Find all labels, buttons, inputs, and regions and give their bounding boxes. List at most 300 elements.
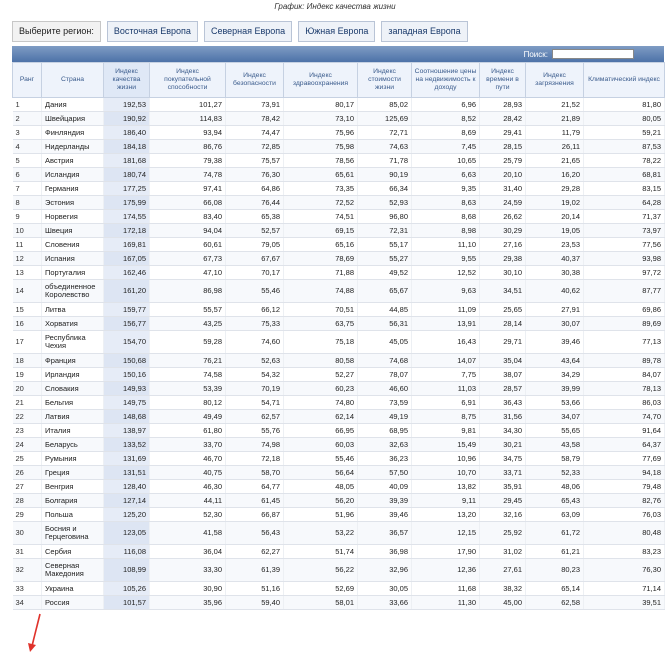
column-header-2[interactable]: Индекс качества жизни: [104, 63, 150, 98]
value-cell: 8,63: [412, 196, 480, 210]
value-cell: 56,22: [284, 559, 358, 582]
value-cell: 150,16: [104, 368, 150, 382]
value-cell: 52,33: [526, 466, 584, 480]
value-cell: 16,20: [526, 168, 584, 182]
value-cell: 9,35: [412, 182, 480, 196]
column-header-9[interactable]: Индекс загрязнения: [526, 63, 584, 98]
value-cell: 30,90: [150, 582, 226, 596]
rank-cell: 15: [13, 303, 42, 317]
table-row[interactable]: [13, 396, 665, 410]
value-cell: 25,65: [480, 303, 526, 317]
value-cell: 74,78: [150, 168, 226, 182]
table-row[interactable]: [13, 382, 665, 396]
rank-cell: 20: [13, 382, 42, 396]
value-cell: 68,81: [584, 168, 665, 182]
table-row[interactable]: [13, 582, 665, 596]
value-cell: 90,19: [358, 168, 412, 182]
value-cell: 62,57: [226, 410, 284, 424]
value-cell: 175,99: [104, 196, 150, 210]
value-cell: 75,57: [226, 154, 284, 168]
value-cell: 10,65: [412, 154, 480, 168]
value-cell: 39,99: [526, 382, 584, 396]
value-cell: 70,51: [284, 303, 358, 317]
search-label: Поиск:: [523, 49, 548, 59]
value-cell: 28,42: [480, 112, 526, 126]
column-header-10[interactable]: Климатический индекс: [584, 63, 665, 98]
value-cell: 72,71: [358, 126, 412, 140]
value-cell: 66,87: [226, 508, 284, 522]
value-cell: 45,05: [358, 331, 412, 354]
country-cell: Финляндия: [42, 126, 104, 140]
value-cell: 28,93: [480, 98, 526, 112]
value-cell: 38,32: [480, 582, 526, 596]
value-cell: 29,38: [480, 252, 526, 266]
country-cell: Греция: [42, 466, 104, 480]
value-cell: 80,05: [584, 112, 665, 126]
value-cell: 30,21: [480, 438, 526, 452]
value-cell: 75,18: [284, 331, 358, 354]
value-cell: 24,59: [480, 196, 526, 210]
value-cell: 63,09: [526, 508, 584, 522]
table-row[interactable]: [13, 126, 665, 140]
value-cell: 39,39: [358, 494, 412, 508]
value-cell: 6,96: [412, 98, 480, 112]
value-cell: 56,64: [284, 466, 358, 480]
column-header-6[interactable]: Индекс стоимости жизни: [358, 63, 412, 98]
value-cell: 12,52: [412, 266, 480, 280]
value-cell: 74,98: [226, 438, 284, 452]
value-cell: 54,32: [226, 368, 284, 382]
country-cell: Словения: [42, 238, 104, 252]
value-cell: 11,09: [412, 303, 480, 317]
value-cell: 86,03: [584, 396, 665, 410]
table-row[interactable]: [13, 596, 665, 610]
value-cell: 89,78: [584, 354, 665, 368]
table-row[interactable]: [13, 368, 665, 382]
table-row[interactable]: [13, 154, 665, 168]
table-row[interactable]: [13, 182, 665, 196]
value-cell: 61,45: [226, 494, 284, 508]
value-cell: 131,51: [104, 466, 150, 480]
value-cell: 27,61: [480, 559, 526, 582]
value-cell: 77,56: [584, 238, 665, 252]
value-cell: 21,89: [526, 112, 584, 126]
value-cell: 6,63: [412, 168, 480, 182]
value-cell: 184,18: [104, 140, 150, 154]
value-cell: 74,70: [584, 410, 665, 424]
value-cell: 53,66: [526, 396, 584, 410]
value-cell: 73,10: [284, 112, 358, 126]
value-cell: 80,23: [526, 559, 584, 582]
value-cell: 71,88: [284, 266, 358, 280]
red-arrow-icon: [26, 612, 46, 652]
value-cell: 48,05: [284, 480, 358, 494]
value-cell: 40,75: [150, 466, 226, 480]
table-row[interactable]: [13, 559, 665, 582]
value-cell: 64,86: [226, 182, 284, 196]
value-cell: 30,38: [526, 266, 584, 280]
value-cell: 65,61: [284, 168, 358, 182]
country-cell: объединенное Королевство: [42, 280, 104, 303]
value-cell: 74,68: [358, 354, 412, 368]
value-cell: 150,68: [104, 354, 150, 368]
value-cell: 72,18: [226, 452, 284, 466]
value-cell: 48,06: [526, 480, 584, 494]
value-cell: 44,85: [358, 303, 412, 317]
rank-cell: 13: [13, 266, 42, 280]
value-cell: 30,10: [480, 266, 526, 280]
value-cell: 138,97: [104, 424, 150, 438]
table-row[interactable]: [13, 112, 665, 126]
column-header-0[interactable]: Ранг: [13, 63, 42, 98]
value-cell: 40,37: [526, 252, 584, 266]
value-cell: 94,04: [150, 224, 226, 238]
table-row[interactable]: [13, 508, 665, 522]
country-cell: Франция: [42, 354, 104, 368]
value-cell: 162,46: [104, 266, 150, 280]
value-cell: 16,43: [412, 331, 480, 354]
value-cell: 156,77: [104, 317, 150, 331]
value-cell: 52,93: [358, 196, 412, 210]
value-cell: 17,90: [412, 545, 480, 559]
value-cell: 125,69: [358, 112, 412, 126]
value-cell: 7,75: [412, 368, 480, 382]
value-cell: 131,69: [104, 452, 150, 466]
value-cell: 8,52: [412, 112, 480, 126]
value-cell: 39,51: [584, 596, 665, 610]
region-selector: [12, 21, 468, 42]
value-cell: 54,71: [226, 396, 284, 410]
rank-cell: 27: [13, 480, 42, 494]
value-cell: 63,75: [284, 317, 358, 331]
value-cell: 78,22: [584, 154, 665, 168]
value-cell: 51,96: [284, 508, 358, 522]
value-cell: 159,77: [104, 303, 150, 317]
value-cell: 108,99: [104, 559, 150, 582]
table-row[interactable]: [13, 303, 665, 317]
value-cell: 71,78: [358, 154, 412, 168]
country-cell: Сербия: [42, 545, 104, 559]
value-cell: 20,10: [480, 168, 526, 182]
rank-cell: 34: [13, 596, 42, 610]
region-button-eastern[interactable]: Восточная Европа: [107, 21, 198, 42]
value-cell: 62,27: [226, 545, 284, 559]
value-cell: 33,71: [480, 466, 526, 480]
value-cell: 75,96: [284, 126, 358, 140]
value-cell: 73,91: [226, 98, 284, 112]
value-cell: 61,72: [526, 522, 584, 545]
country-cell: Эстония: [42, 196, 104, 210]
value-cell: 19,02: [526, 196, 584, 210]
table-row[interactable]: [13, 210, 665, 224]
value-cell: 13,20: [412, 508, 480, 522]
value-cell: 72,85: [226, 140, 284, 154]
value-cell: 56,43: [226, 522, 284, 545]
region-button-northern[interactable]: Северная Европа: [204, 21, 292, 42]
value-cell: 36,57: [358, 522, 412, 545]
value-cell: 97,72: [584, 266, 665, 280]
value-cell: 87,77: [584, 280, 665, 303]
value-cell: 29,28: [526, 182, 584, 196]
country-cell: Словакия: [42, 382, 104, 396]
rank-cell: 1: [13, 98, 42, 112]
value-cell: 35,96: [150, 596, 226, 610]
table-row[interactable]: [13, 466, 665, 480]
value-cell: 65,14: [526, 582, 584, 596]
rank-cell: 4: [13, 140, 42, 154]
value-cell: 30,05: [358, 582, 412, 596]
value-cell: 80,48: [584, 522, 665, 545]
table-row[interactable]: [13, 438, 665, 452]
value-cell: 70,19: [226, 382, 284, 396]
country-cell: Швейцария: [42, 112, 104, 126]
value-cell: 55,17: [358, 238, 412, 252]
table-row[interactable]: [13, 266, 665, 280]
table-row[interactable]: [13, 452, 665, 466]
value-cell: 73,35: [284, 182, 358, 196]
value-cell: 71,14: [584, 582, 665, 596]
value-cell: 8,98: [412, 224, 480, 238]
country-cell: Дания: [42, 98, 104, 112]
value-cell: 49,52: [358, 266, 412, 280]
value-cell: 70,17: [226, 266, 284, 280]
table-row[interactable]: [13, 522, 665, 545]
value-cell: 86,98: [150, 280, 226, 303]
value-cell: 6,91: [412, 396, 480, 410]
value-cell: 65,38: [226, 210, 284, 224]
table-row[interactable]: [13, 480, 665, 494]
value-cell: 53,22: [284, 522, 358, 545]
value-cell: 9,11: [412, 494, 480, 508]
value-cell: 61,80: [150, 424, 226, 438]
rank-cell: 10: [13, 224, 42, 238]
value-cell: 83,23: [584, 545, 665, 559]
value-cell: 27,91: [526, 303, 584, 317]
value-cell: 55,46: [284, 452, 358, 466]
value-cell: 14,07: [412, 354, 480, 368]
country-cell: Бельгия: [42, 396, 104, 410]
value-cell: 186,40: [104, 126, 150, 140]
rank-cell: 18: [13, 354, 42, 368]
rank-cell: 33: [13, 582, 42, 596]
value-cell: 32,63: [358, 438, 412, 452]
value-cell: 86,76: [150, 140, 226, 154]
value-cell: 76,21: [150, 354, 226, 368]
value-cell: 78,42: [226, 112, 284, 126]
value-cell: 9,55: [412, 252, 480, 266]
value-cell: 66,12: [226, 303, 284, 317]
column-header-1[interactable]: Страна: [42, 63, 104, 98]
value-cell: 77,13: [584, 331, 665, 354]
value-cell: 79,38: [150, 154, 226, 168]
value-cell: 64,37: [584, 438, 665, 452]
value-cell: 81,80: [584, 98, 665, 112]
value-cell: 21,65: [526, 154, 584, 168]
table-row[interactable]: [13, 331, 665, 354]
value-cell: 64,77: [226, 480, 284, 494]
value-cell: 11,30: [412, 596, 480, 610]
value-cell: 93,98: [584, 252, 665, 266]
table-row[interactable]: [13, 280, 665, 303]
value-cell: 68,95: [358, 424, 412, 438]
rank-cell: 9: [13, 210, 42, 224]
value-cell: 49,49: [150, 410, 226, 424]
value-cell: 78,13: [584, 382, 665, 396]
rank-cell: 16: [13, 317, 42, 331]
value-cell: 76,44: [226, 196, 284, 210]
value-cell: 71,37: [584, 210, 665, 224]
value-cell: 29,71: [480, 331, 526, 354]
value-cell: 57,50: [358, 466, 412, 480]
column-header-5[interactable]: Индекс здравоохранения: [284, 63, 358, 98]
value-cell: 73,59: [358, 396, 412, 410]
value-cell: 74,51: [284, 210, 358, 224]
value-cell: 35,04: [480, 354, 526, 368]
table-row[interactable]: [13, 168, 665, 182]
country-cell: Латвия: [42, 410, 104, 424]
value-cell: 51,74: [284, 545, 358, 559]
ranking-table-container: [12, 46, 664, 610]
rank-cell: 24: [13, 438, 42, 452]
value-cell: 19,05: [526, 224, 584, 238]
value-cell: 13,91: [412, 317, 480, 331]
value-cell: 74,80: [284, 396, 358, 410]
table-header-row: [13, 63, 665, 98]
value-cell: 21,52: [526, 98, 584, 112]
value-cell: 76,03: [584, 508, 665, 522]
column-header-3[interactable]: Индекс покупательной способности: [150, 63, 226, 98]
table-toolbar: [12, 46, 664, 62]
value-cell: 73,97: [584, 224, 665, 238]
country-cell: Швеция: [42, 224, 104, 238]
value-cell: 80,12: [150, 396, 226, 410]
value-cell: 74,88: [284, 280, 358, 303]
region-button-southern[interactable]: Южная Европа: [298, 21, 375, 42]
value-cell: 172,18: [104, 224, 150, 238]
table-row[interactable]: [13, 224, 665, 238]
country-cell: Исландия: [42, 168, 104, 182]
value-cell: 67,73: [150, 252, 226, 266]
value-cell: 80,58: [284, 354, 358, 368]
value-cell: 77,69: [584, 452, 665, 466]
value-cell: 93,94: [150, 126, 226, 140]
table-body: [13, 98, 665, 610]
rank-cell: 21: [13, 396, 42, 410]
column-header-4[interactable]: Индекс безопасности: [226, 63, 284, 98]
value-cell: 26,62: [480, 210, 526, 224]
value-cell: 123,05: [104, 522, 150, 545]
value-cell: 64,28: [584, 196, 665, 210]
table-row[interactable]: [13, 317, 665, 331]
table-row[interactable]: [13, 545, 665, 559]
value-cell: 27,16: [480, 238, 526, 252]
column-header-8[interactable]: Индекс времени в пути: [480, 63, 526, 98]
value-cell: 46,70: [150, 452, 226, 466]
value-cell: 55,27: [358, 252, 412, 266]
table-row[interactable]: [13, 424, 665, 438]
value-cell: 60,23: [284, 382, 358, 396]
value-cell: 29,45: [480, 494, 526, 508]
table-row[interactable]: [13, 196, 665, 210]
quality-of-life-table: [12, 62, 665, 610]
value-cell: 47,10: [150, 266, 226, 280]
value-cell: 148,68: [104, 410, 150, 424]
value-cell: 66,34: [358, 182, 412, 196]
value-cell: 62,58: [526, 596, 584, 610]
value-cell: 34,07: [526, 410, 584, 424]
value-cell: 128,40: [104, 480, 150, 494]
value-cell: 11,68: [412, 582, 480, 596]
value-cell: 79,48: [584, 480, 665, 494]
value-cell: 52,69: [284, 582, 358, 596]
value-cell: 34,29: [526, 368, 584, 382]
value-cell: 97,41: [150, 182, 226, 196]
country-cell: Украина: [42, 582, 104, 596]
value-cell: 32,96: [358, 559, 412, 582]
value-cell: 33,66: [358, 596, 412, 610]
search-input[interactable]: [552, 49, 634, 59]
value-cell: 40,09: [358, 480, 412, 494]
table-row[interactable]: [13, 140, 665, 154]
table-row[interactable]: [13, 238, 665, 252]
value-cell: 46,60: [358, 382, 412, 396]
value-cell: 56,31: [358, 317, 412, 331]
value-cell: 116,08: [104, 545, 150, 559]
value-cell: 154,70: [104, 331, 150, 354]
value-cell: 46,30: [150, 480, 226, 494]
value-cell: 28,14: [480, 317, 526, 331]
value-cell: 12,15: [412, 522, 480, 545]
rank-cell: 28: [13, 494, 42, 508]
table-row[interactable]: [13, 354, 665, 368]
table-row[interactable]: [13, 98, 665, 112]
table-row[interactable]: [13, 494, 665, 508]
value-cell: 36,04: [150, 545, 226, 559]
value-cell: 52,27: [284, 368, 358, 382]
table-row[interactable]: [13, 410, 665, 424]
value-cell: 13,82: [412, 480, 480, 494]
value-cell: 31,40: [480, 182, 526, 196]
rank-cell: 2: [13, 112, 42, 126]
value-cell: 94,18: [584, 466, 665, 480]
rank-cell: 31: [13, 545, 42, 559]
column-header-7[interactable]: Соотношение цены на недвижимость к доходу: [412, 63, 480, 98]
value-cell: 8,68: [412, 210, 480, 224]
rank-cell: 6: [13, 168, 42, 182]
region-label: Выберите регион:: [12, 21, 101, 42]
rank-cell: 8: [13, 196, 42, 210]
value-cell: 114,83: [150, 112, 226, 126]
table-row[interactable]: [13, 252, 665, 266]
value-cell: 55,57: [150, 303, 226, 317]
value-cell: 30,29: [480, 224, 526, 238]
value-cell: 74,63: [358, 140, 412, 154]
value-cell: 91,64: [584, 424, 665, 438]
rank-cell: 29: [13, 508, 42, 522]
country-cell: Беларусь: [42, 438, 104, 452]
value-cell: 76,30: [584, 559, 665, 582]
region-button-western[interactable]: западная Европа: [381, 21, 467, 42]
value-cell: 58,79: [526, 452, 584, 466]
value-cell: 167,05: [104, 252, 150, 266]
rank-cell: 7: [13, 182, 42, 196]
value-cell: 61,39: [226, 559, 284, 582]
value-cell: 65,67: [358, 280, 412, 303]
country-cell: Ирландия: [42, 368, 104, 382]
value-cell: 36,23: [358, 452, 412, 466]
value-cell: 78,69: [284, 252, 358, 266]
country-cell: Республика Чехия: [42, 331, 104, 354]
